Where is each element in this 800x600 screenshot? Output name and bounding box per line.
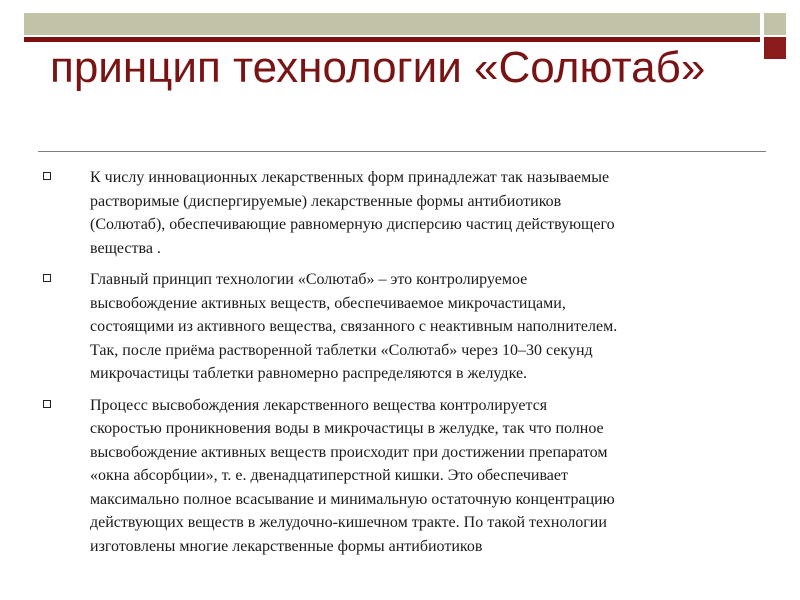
title-divider [38, 151, 766, 152]
bullet-text-1: К числу инновационных лекарственных форм принадлежат так называемые растворимые (диспергируемые) лекарственные формы антибиотиков (Солютаб), обеспечивающие равномерную дисперсию частиц действующего вещества . [90, 169, 615, 257]
bullet-item-2 [40, 268, 760, 386]
bullet-text-2: Главный принцип технологии «Солютаб» – это контролируемое высвобождение активных веществ, обеспечиваемое микрочастицами, состоящими из активного вещества, связанного с неактивным наполнителем. Так, после приёма растворенной таблетки «Солютаб» через 10–30 секунд микрочастицы таблетки равномерно распределяются в желудке. [90, 271, 618, 382]
bullet-list [40, 166, 760, 566]
square-bullet-icon [43, 172, 51, 180]
slide-title: принцип технологии «Солютаб» [50, 43, 706, 92]
corner-decor-olive-square [764, 13, 786, 35]
bullet-item-1 [40, 166, 760, 260]
square-bullet-icon [43, 274, 51, 282]
header-decor-band [24, 13, 760, 35]
bullet-text-3: Процесс высвобождения лекарственного вещества контролируется скоростью проникновения воды в микрочастицы в желудке, так что полное высвобождение активных веществ происходит при достижении препаратом «окна абсорбции», т. е. двенадцатиперстной кишки. Это обеспечивает максимально полное всасывание и минимальную остаточную концентрацию действующих веществ в желудочно-кишечном тракте. По такой технологии изготовлены многие лекарственные формы антибиотиков [90, 396, 615, 555]
bullet-item-3 [40, 394, 760, 559]
square-bullet-icon [43, 400, 51, 408]
